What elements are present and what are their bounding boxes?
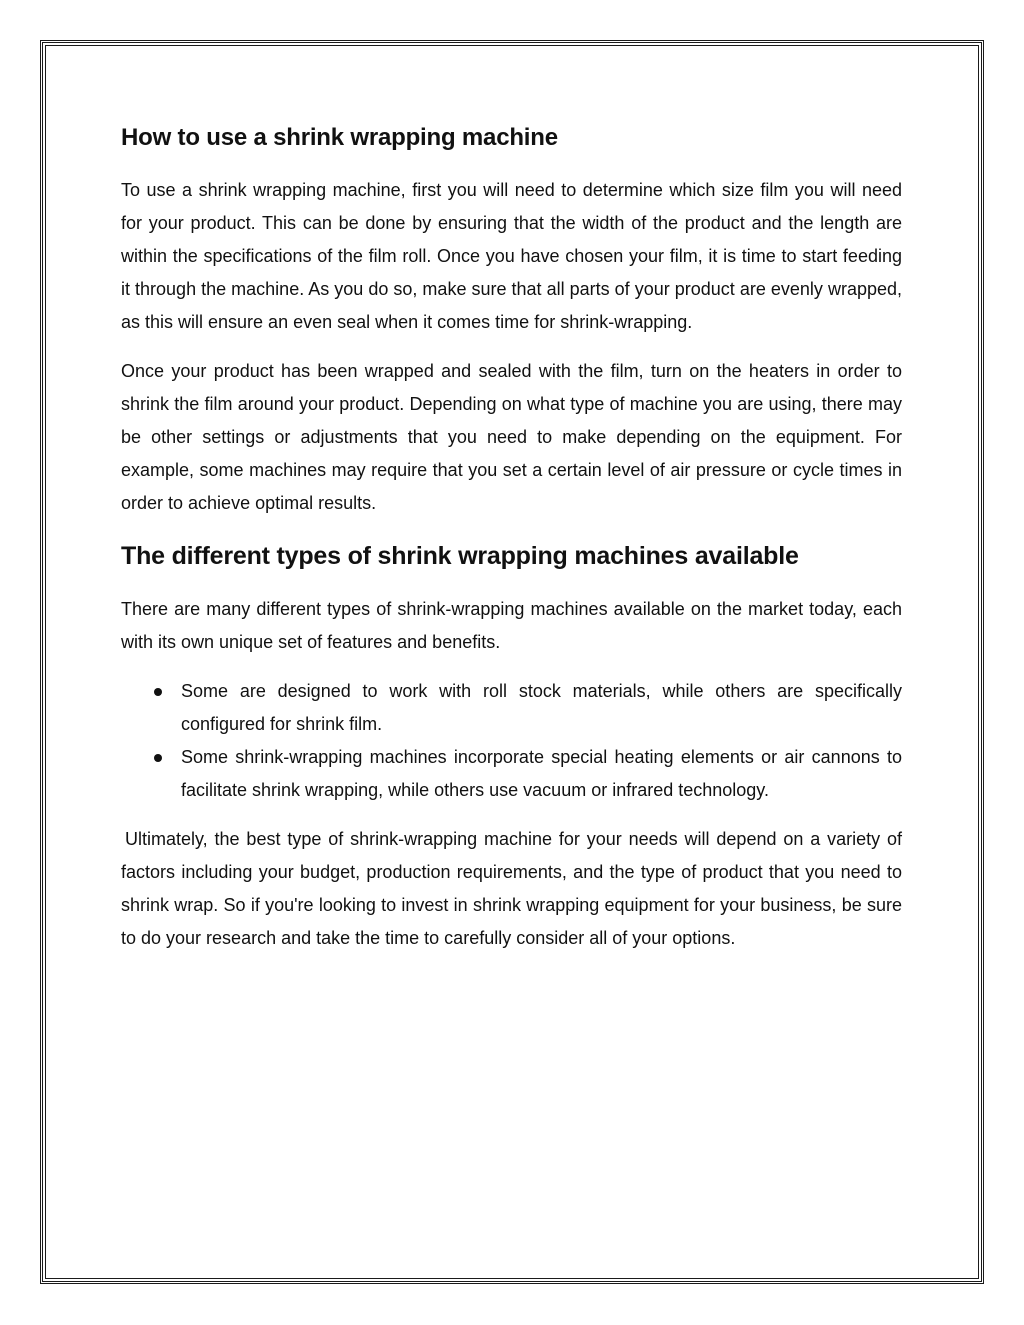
list-item-text: Some are designed to work with roll stock materials, while others are specifically configured for shrink film. bbox=[181, 681, 902, 734]
paragraph-conclusion: Ultimately, the best type of shrink-wrapping machine for your needs will depend on a variety of factors including your budget, production requirements, and the type of product that you need to shrink wrap. So if you're looking to invest in shrink wrapping equipment for your business, be sure to do your research and take the time to carefully consider all of your options. bbox=[121, 829, 902, 948]
section-heading-machine-types: The different types of shrink wrapping machines available bbox=[121, 542, 799, 570]
paragraph-heating: Once your product has been wrapped and sealed with the film, turn on the heaters in order to shrink the film around your product. Depending on what type of machine you are using, there may be other settings or adjustments that you need to make depending on the equipment. For example, some machines may require that you set a certain level of air pressure or cycle times in order to achieve optimal results. bbox=[121, 361, 902, 513]
list-item bbox=[121, 675, 902, 741]
section-heading-how-to-use: How to use a shrink wrapping machine bbox=[121, 124, 558, 151]
document-body bbox=[121, 122, 902, 971]
paragraph-film-selection: To use a shrink wrapping machine, first you will need to determine which size film you will need for your product. This can be done by ensuring that the width of the product and the length are within the specifications of the film roll. Once you have chosen your film, it is time to start feeding it through the machine. As you do so, make sure that all parts of your product are evenly wrapped, as this will ensure an even seal when it comes time for shrink-wrapping. bbox=[121, 180, 902, 332]
paragraph-types-intro: There are many different types of shrink-wrapping machines available on the market today, each with its own unique set of features and benefits. bbox=[121, 599, 902, 652]
list-item-text: Some shrink-wrapping machines incorporate special heating elements or air cannons to facilitate shrink wrapping, while others use vacuum or infrared technology. bbox=[181, 747, 902, 800]
bullet-list-machine-types bbox=[121, 675, 902, 807]
list-item bbox=[121, 741, 902, 807]
bullet-icon bbox=[154, 754, 162, 762]
bullet-icon bbox=[154, 688, 162, 696]
